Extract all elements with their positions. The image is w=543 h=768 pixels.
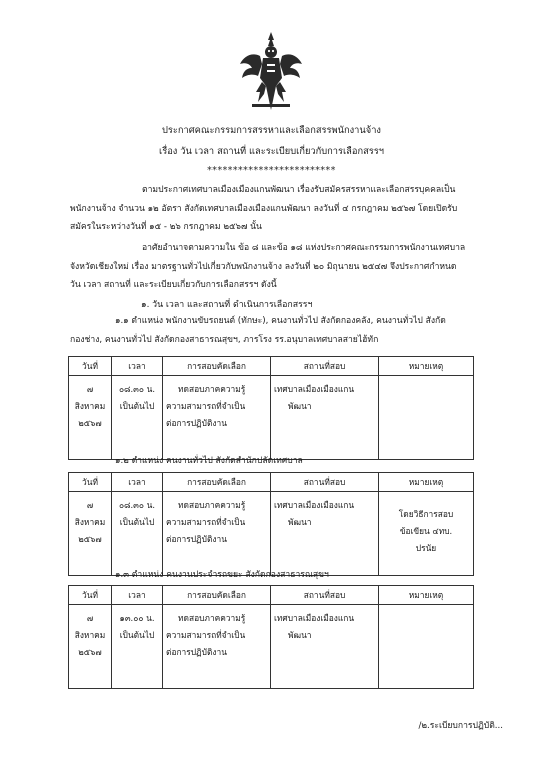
venue-line: พัฒนา	[288, 517, 312, 527]
position-heading	[115, 452, 303, 471]
venue-line: เทศบาลเมืองเมืองแกน	[274, 500, 355, 510]
exam-cell	[163, 376, 271, 460]
venue-cell	[271, 605, 379, 689]
note-line: ปรนัย	[415, 543, 437, 553]
position-heading	[115, 566, 329, 585]
intro-line: สมัครในระหว่างวันที่ ๑๕ - ๒๖ กรกฎาคม ๒๕๖๗ นั้น	[70, 222, 262, 232]
column-header-venue: สถานที่สอบ	[271, 357, 379, 376]
venue-line: พัฒนา	[288, 401, 312, 411]
schedule-table	[68, 585, 474, 689]
exam-line: ทดสอบภาคความรู้	[178, 500, 246, 510]
table-header-row	[69, 357, 474, 376]
announcement-title: ประกาศคณะกรรมการสรรหาและเลือกสรรพนักงานจ้าง	[162, 125, 381, 136]
column-header-exam: การสอบคัดเลือก	[163, 357, 271, 376]
table-row	[69, 492, 474, 576]
table-row	[69, 605, 474, 689]
date-day: ๗	[86, 384, 94, 394]
time-value: ๐๘.๓๐ น.	[118, 384, 156, 394]
date-cell	[69, 605, 112, 689]
time-cell	[112, 492, 163, 576]
schedule-table	[68, 356, 474, 460]
exam-cell	[163, 605, 271, 689]
intro-line: พนักงานจ้าง จำนวน ๑๒ อัตรา สังกัดเทศบาลเมืองเมืองแกนพัฒนา ลงวันที่ ๔ กรกฎาคม ๒๕๖๗ โดยเปิดรับ	[70, 203, 458, 214]
exam-line: ความสามารถที่จำเป็น	[166, 517, 246, 527]
table-header-row	[69, 586, 474, 605]
date-day: ๗	[86, 613, 94, 623]
intro-line: ตามประกาศเทศบาลเมืองเมืองแกนพัฒนา เรื่องรับสมัครสรรหาและเลือกสรรบุคคลเป็น	[142, 185, 456, 195]
column-header-date: วันที่	[69, 473, 112, 492]
time-value: ๑๓.๐๐ น.	[119, 613, 155, 623]
date-year: ๒๕๖๗	[78, 418, 102, 428]
venue-line: พัฒนา	[288, 630, 312, 640]
position-heading-line: ๑.๑ ตำแหน่ง พนักงานขับรถยนต์ (ทักษะ), คนงานทั่วไป สังกัดกองคลัง, คนงานทั่วไป สังกัด	[115, 316, 446, 326]
exam-line: ทดสอบภาคความรู้	[178, 384, 246, 394]
exam-line: ความสามารถที่จำเป็น	[166, 401, 246, 411]
note-cell	[379, 605, 474, 689]
intro-paragraph-1	[70, 181, 457, 237]
exam-line: ทดสอบภาคความรู้	[178, 613, 246, 623]
exam-line: ต่อการปฏิบัติงาน	[166, 534, 227, 544]
intro-line: วัน เวลา สถานที่ และระเบียบเกี่ยวกับการเลือกสรรฯ ดังนี้	[70, 280, 277, 290]
date-month: สิงหาคม	[74, 401, 106, 411]
date-cell	[69, 492, 112, 576]
column-header-date: วันที่	[69, 586, 112, 605]
time-cell	[112, 376, 163, 460]
note-cell	[379, 492, 474, 576]
announcement-subject: เรื่อง วัน เวลา สถานที่ และระเบียบเกี่ยวกับการเลือกสรรฯ	[159, 146, 384, 157]
position-heading-line: ๑.๒ ตำแหน่ง คนงานทั่วไป สังกัดสำนักปลัดเทศบาล	[115, 456, 303, 466]
note-line: โดยวิธีการสอบ	[398, 509, 454, 519]
date-day: ๗	[86, 500, 94, 510]
time-suffix: เป็นต้นไป	[119, 401, 155, 411]
venue-line: เทศบาลเมืองเมืองแกน	[274, 384, 355, 394]
column-header-exam: การสอบคัดเลือก	[163, 473, 271, 492]
column-header-date: วันที่	[69, 357, 112, 376]
note-cell	[379, 376, 474, 460]
column-header-venue: สถานที่สอบ	[271, 473, 379, 492]
time-cell	[112, 605, 163, 689]
column-header-note: หมายเหตุ	[379, 357, 474, 376]
position-heading-line: กองช่าง, คนงานทั่วไป สังกัดกองสาธารณสุขฯ, ภารโรง รร.อนุบาลเทศบาลสายไฮ้ทัก	[70, 334, 379, 345]
intro-paragraph-2	[70, 239, 465, 295]
time-value: ๐๘.๓๐ น.	[118, 500, 156, 510]
schedule-table	[68, 472, 474, 576]
column-header-time: เวลา	[112, 357, 163, 376]
intro-line: จังหวัดเชียงใหม่ เรื่อง มาตรฐานทั่วไปเกี่ยวกับพนักงานจ้าง ลงวันที่ ๒๐ มิถุนายน ๒๕๔๗ จึงประกาศกำหนด	[70, 261, 457, 272]
time-suffix: เป็นต้นไป	[119, 517, 155, 527]
date-cell	[69, 376, 112, 460]
continuation-note: /๒.ระเบียบการปฏิบัติ...	[418, 721, 503, 731]
note-line: ข้อเขียน ๔ทบ.	[399, 526, 453, 536]
position-heading	[70, 312, 446, 349]
date-month: สิงหาคม	[74, 630, 106, 640]
column-header-time: เวลา	[112, 586, 163, 605]
date-year: ๒๕๖๗	[78, 647, 102, 657]
venue-cell	[271, 376, 379, 460]
column-header-venue: สถานที่สอบ	[271, 586, 379, 605]
position-heading-line: ๑.๓ ตำแหน่ง คนงานประจำรถขยะ สังกัดกองสาธารณสุขฯ	[115, 570, 329, 580]
table-row	[69, 376, 474, 460]
time-suffix: เป็นต้นไป	[119, 630, 155, 640]
column-header-note: หมายเหตุ	[379, 473, 474, 492]
exam-line: ต่อการปฏิบัติงาน	[166, 647, 227, 657]
garuda-emblem-icon	[238, 30, 304, 114]
exam-line: ความสามารถที่จำเป็น	[166, 630, 246, 640]
exam-line: ต่อการปฏิบัติงาน	[166, 418, 227, 428]
column-header-time: เวลา	[112, 473, 163, 492]
venue-line: เทศบาลเมืองเมืองแกน	[274, 613, 355, 623]
intro-line: อาศัยอำนาจตามความใน ข้อ ๘ และข้อ ๑๘ แห่งประกาศคณะกรรมการพนักงานเทศบาล	[142, 243, 466, 253]
date-month: สิงหาคม	[74, 517, 106, 527]
section-heading: ๑. วัน เวลา และสถานที่ ดำเนินการเลือกสรรฯ	[141, 300, 313, 310]
separator-stars: *************************	[207, 165, 336, 176]
venue-cell	[271, 492, 379, 576]
table-header-row	[69, 473, 474, 492]
column-header-note: หมายเหตุ	[379, 586, 474, 605]
date-year: ๒๕๖๗	[78, 534, 102, 544]
exam-cell	[163, 492, 271, 576]
column-header-exam: การสอบคัดเลือก	[163, 586, 271, 605]
